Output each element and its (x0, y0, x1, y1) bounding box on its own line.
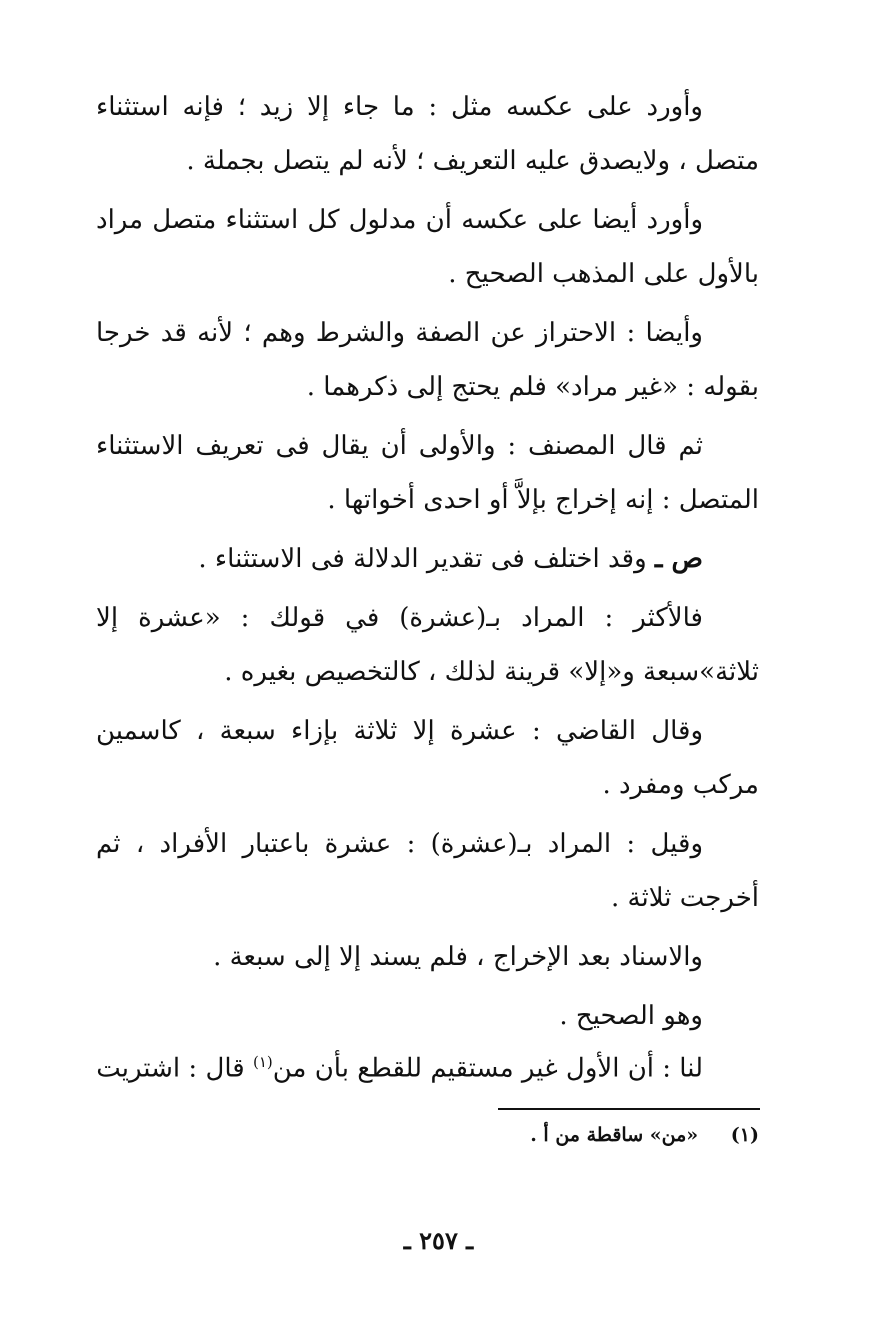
paragraph: وقال القاضي : عشرة إلا ثلاثة بإزاء سبعة ، كاسمين مركب ومفرد . (96, 716, 759, 800)
footnote (530, 1124, 759, 1146)
paragraph-text: وقد اختلف فى تقدير الدلالة فى الاستثناء . (198, 544, 647, 574)
paragraph-text: لنا : أن الأول غير مستقيم للقطع بأن من (272, 1053, 703, 1084)
footnote-reference: (١) (252, 1053, 273, 1071)
footnote-text: «من» ساقطة من أ . (530, 1124, 699, 1146)
page-number: ـ ٢٥٧ ـ (403, 1226, 474, 1255)
section-marker: ص ـ (654, 544, 703, 574)
paragraph: وأورد أيضا على عكسه أن مدلول كل استثناء متصل مراد بالأول على المذهب الصحيح . (96, 205, 759, 289)
paragraph: وأيضا : الاحتراز عن الصفة والشرط وهم ؛ لأنه قد خرجا بقوله : «غير مراد» فلم يحتج إلى ذكرهما . (96, 318, 759, 402)
paragraph: وقيل : المراد بـ(عشرة) : عشرة باعتبار الأفراد ، ثم أخرجت ثلاثة . (96, 829, 759, 913)
body-text (96, 80, 759, 1096)
paragraph (96, 532, 759, 586)
paragraph: وهو الصحيح . (559, 1001, 703, 1031)
paragraph: فالأكثر : المراد بـ(عشرة) في قولك : «عشرة إلا ثلاثة»سبعة و«إلا» قرينة لذلك ، كالتخصيص بغيره . (96, 603, 759, 687)
paragraph: والاسناد بعد الإخراج ، فلم يسند إلا إلى سبعة . (213, 942, 703, 972)
paragraph: وأورد على عكسه مثل : ما جاء إلا زيد ؛ فإنه استثناء متصل ، ولايصدق عليه التعريف ؛ لأنه لم يتصل بجملة . (96, 92, 759, 176)
paragraph: ثم قال المصنف : والأولى أن يقال فى تعريف الاستثناء المتصل : إنه إخراج بإلاَّ أو احدى أخواتها . (96, 431, 759, 515)
footnote-marker: (١) (730, 1124, 759, 1146)
paragraph-text: قال : اشتريت (96, 1053, 245, 1084)
footnote-divider (498, 1108, 760, 1110)
paragraph (96, 1035, 759, 1096)
